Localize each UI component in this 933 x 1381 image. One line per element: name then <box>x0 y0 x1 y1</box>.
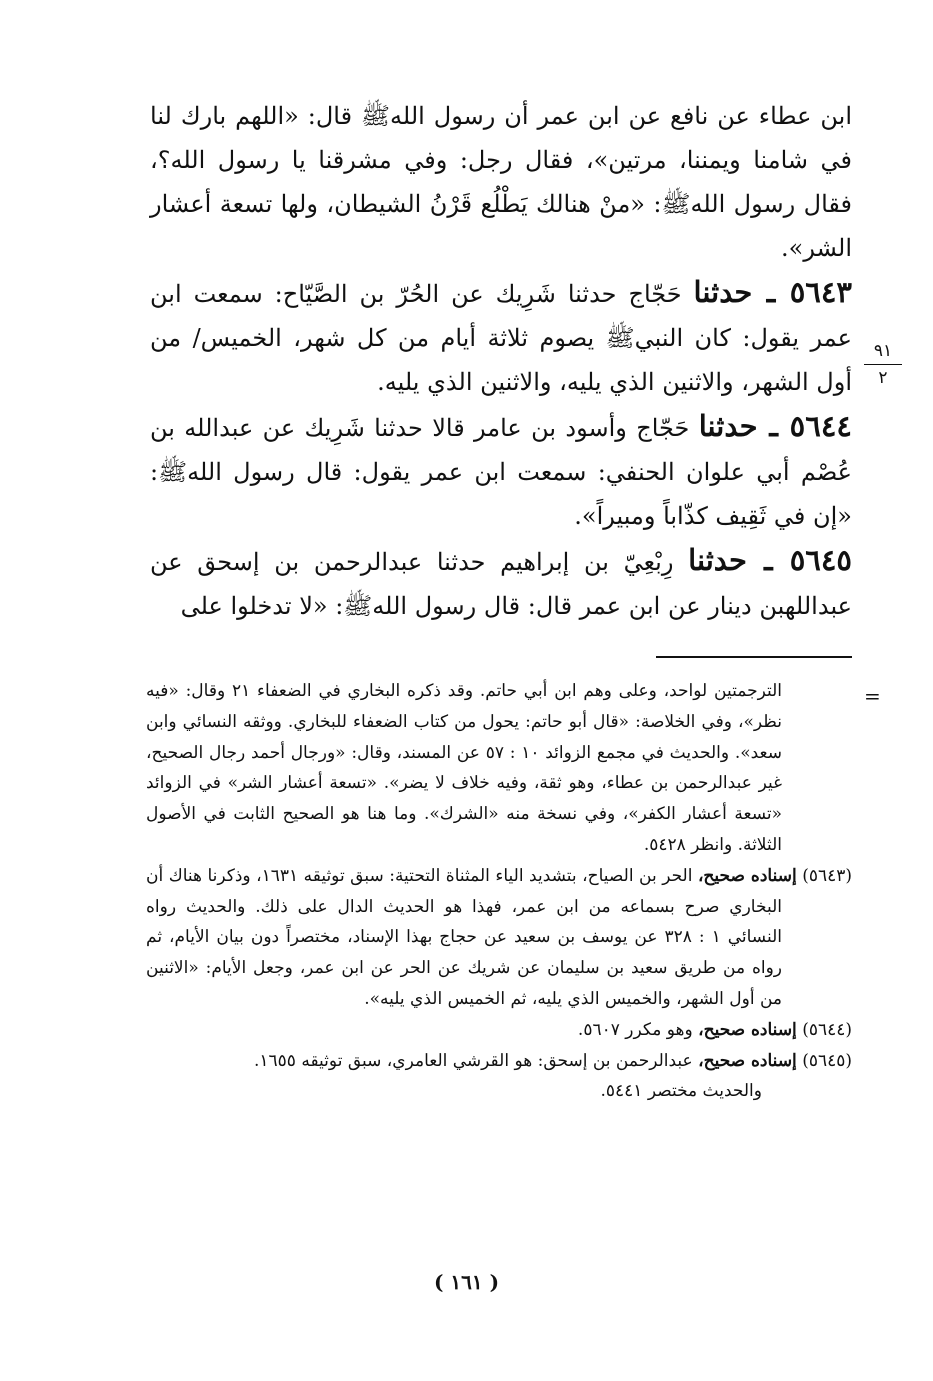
footnote-continued: الترجمتين لواحد، وعلى وهم ابن أبي حاتم. وقد ذكره البخاري في الضعفاء ٢١ وقال: «فيه نظر»، وفي الخلاصة: «قال أبو حاتم: يحول من كتاب الضعفاء للبخاري. ووثقه النسائي وابن سعد». والحديث في مجمع الزوائد ١٠ : ٥٧ عن المسند، وقال: «ورجال أحمد رجال الصحيح، غير عبدالرحمن بن عطاء، وهو ثقة، وفيه خلاف لا يضر». «تسعة أعشار الشر» في الزوائد «تسعة أعشار الكفر»، وفي نسخة منه «الشرك». وما هنا هو الصحيح الثابت في الأصول الثلاثة. وانظر ٥٤٢٨. <box>146 681 783 855</box>
footnote-number: (٥٦٤٤) <box>802 1019 852 1040</box>
footnote-5644 <box>146 1015 852 1046</box>
footnote-grade: إسناده صحيح، <box>698 1019 797 1040</box>
hadith-5643 <box>150 270 852 404</box>
footnote-continuation-mark: = <box>864 684 881 708</box>
footnote-grade: إسناده صحيح، <box>698 1050 797 1071</box>
hadith-number: ٥٦٤٤ ـ حدثنا <box>698 409 852 443</box>
hadith-5645 <box>150 538 852 628</box>
hadith-text: رِبْعِيّ بن إبراهيم حدثنا عبدالرحمن بن إسحق عن عبداللهبن دينار عن ابن عمر قال: قال رسول اللهﷺ: «لا تدخلوا على <box>150 548 852 620</box>
hadith-text: حَجّاج حدثنا شَرِيك عن الحُرّ بن الصَّيّاح: سمعت ابن عمر يقول: كان النبيﷺ يصوم ثلاثة أيام من كل شهر، الخميس/ من أول الشهر، والاثنين الذي يليه، والاثنين الذي يليه. <box>150 280 852 396</box>
footnote-text: الحر بن الصياح، بتشديد الياء المثناة التحتية: سبق توثيقه ١٦٣١، وذكرنا هناك أن البخاري صرح بسماعه من ابن عمر، فهذا هو الحديث الدال على ذلك. والحديث رواه النسائي ١ : ٣٢٨ عن يوسف بن سعيد عن حجاج بهذا الإسناد، مختصراً دون بيان الأيام، ثم رواه من طريق سعيد بن سليمان عن شريك عن الحر عن ابن عمر، وجعل الأيام: «الاثنين من أول الشهر، والخميس الذي يليه، ثم الخميس الذي يليه». <box>146 865 782 1009</box>
margin-part: ٢ <box>878 368 888 388</box>
margin-reference <box>858 340 908 389</box>
hadith-number: ٥٦٤٣ ـ حدثنا <box>693 275 852 309</box>
hadith-5644 <box>150 404 852 538</box>
hadith-text: حَجّاج وأسود بن عامر قالا حدثنا شَرِيك عن عبدالله بن عُصْم أبي علوان الحنفي: سمعت ابن عمر يقول: قال رسول اللهﷺ: «إن في ثَقِيف كذّاباً ومبيراً». <box>150 414 852 530</box>
footnote-number: (٥٦٤٣) <box>802 865 852 886</box>
footnote-separator <box>656 656 852 658</box>
footnote-text: وهو مكرر ٥٦٠٧. <box>577 1019 693 1040</box>
footnote-text: عبدالرحمن بن إسحق: هو القرشي العامري، سبق توثيقه ١٦٥٥. <box>254 1050 693 1071</box>
footnote-5645-continued: والحديث مختصر ٥٤٤١. <box>600 1081 762 1102</box>
margin-divider <box>864 364 902 365</box>
main-text <box>150 94 852 628</box>
hadith-number: ٥٦٤٥ ـ حدثنا <box>688 543 853 577</box>
footnote-grade: إسناده صحيح، <box>697 865 797 886</box>
margin-volume: ٩١ <box>873 341 893 361</box>
footnote-5645 <box>146 1046 852 1077</box>
page-number: ( ١٦١ ) <box>433 1270 500 1294</box>
footnote-number: (٥٦٤٥) <box>802 1050 852 1071</box>
footnotes <box>146 676 852 1107</box>
footnote-5643 <box>146 861 852 1015</box>
paragraph-continuation: ابن عطاء عن نافع عن ابن عمر أن رسول اللهﷺ قال: «اللهم بارك لنا في شامنا ويمننا، مرتين»، فقال رجل: وفي مشرقنا يا رسول الله؟، فقال رسول اللهﷺ: «منْ هنالك يَطْلُع قَرْنُ الشيطان، ولها تسعة أعشار الشر». <box>150 102 852 262</box>
